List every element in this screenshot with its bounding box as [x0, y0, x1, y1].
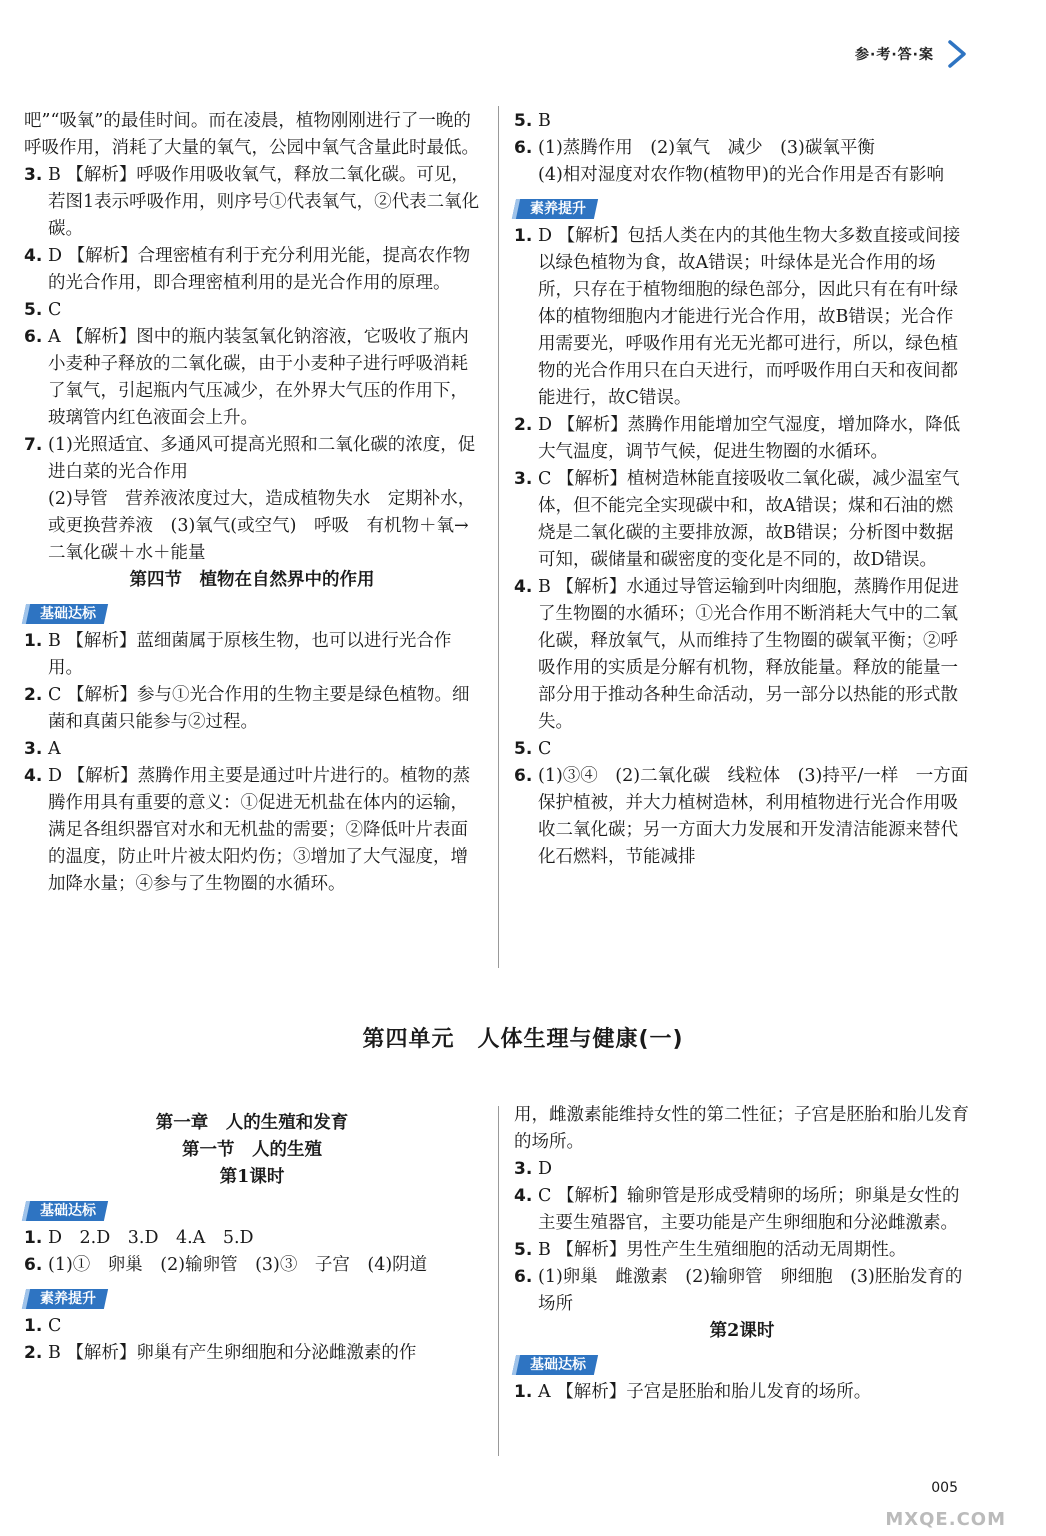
answer-item [514, 763, 970, 871]
section-badge [22, 1201, 108, 1221]
answer-continuation: 吧”“吸氧”的最佳时间。而在凌晨，植物刚刚进行了一晚的呼吸作用，消耗了大量的氧气，公园中氧气含量此时最低。 [24, 111, 479, 158]
left-column-top [24, 108, 480, 898]
answer-number: 6. [514, 1267, 533, 1287]
badge-label: 基础达标 [40, 1203, 96, 1219]
section-badge [512, 1355, 598, 1375]
column-divider-top [498, 106, 499, 968]
answer-number: 6. [514, 766, 533, 786]
answer-number: 2. [24, 685, 43, 705]
answer-item [514, 574, 970, 736]
answer-item [514, 223, 970, 412]
answer-text: (1)卵巢 雌激素 (2)输卵管 卵细胞 (3)胚胎发育的场所 [538, 1267, 963, 1314]
answer-item [24, 432, 480, 486]
answer-number: 1. [24, 631, 43, 651]
answer-text: D 【解析】合理密植有利于充分利用光能，提高农作物的光合作用，即合理密植利用的是光合作用的原理。 [48, 246, 471, 293]
answer-text: (1)蒸腾作用 (2)氧气 减少 (3)碳氧平衡 [538, 138, 875, 158]
answer-text: B 【解析】男性产生生殖细胞的活动无周期性。 [538, 1240, 907, 1260]
section-title: 第1课时 [219, 1167, 285, 1187]
answer-text: A 【解析】子宫是胚胎和胎儿发育的场所。 [538, 1382, 872, 1402]
answer-number: 1. [514, 1382, 533, 1402]
answer-item [24, 682, 480, 736]
right-column-bottom [514, 1102, 970, 1406]
answer-number: 5. [514, 739, 533, 759]
answer-text: A [48, 739, 61, 759]
answer-text: C 【解析】输卵管是形成受精卵的场所；卵巢是女性的主要生殖器官，主要功能是产生卵细胞和分泌雌激素。 [538, 1186, 960, 1233]
answer-number: 5. [514, 111, 533, 131]
answer-text: B 【解析】蓝细菌属于原核生物，也可以进行光合作用。 [48, 631, 452, 678]
answer-item [514, 108, 970, 135]
answer-number: 1. [24, 1316, 43, 1336]
answer-text: D 【解析】蒸腾作用能增加空气湿度，增加降水，降低大气温度，调节气候，促进生物圈的水循环。 [538, 415, 961, 462]
badge-label: 素养提升 [530, 201, 586, 217]
answer-item [514, 135, 970, 162]
answer-item [514, 1156, 970, 1183]
answer-number: 4. [514, 577, 533, 597]
answer-text: D 【解析】包括人类在内的其他生物大多数直接或间接以绿色植物为食，故A错误；叶绿体是光合作用的场所，只存在于植物细胞的绿色部分，因此只有在有叶绿体的植物细胞内才能进行光合作用，故B错误；光合作用需要光，呼吸作用有光无光都可进行，所以，绿色植物的光合作用只在白天进行，而呼吸作用白天和夜间都能进行，故C错误。 [538, 226, 961, 408]
unit-title: 第四单元 人体生理与健康(一) [362, 1027, 684, 1052]
answer-item [514, 466, 970, 574]
section-badge [512, 199, 598, 219]
answer-item [514, 1237, 970, 1264]
answer-text: D 【解析】蒸腾作用主要是通过叶片进行的。植物的蒸腾作用具有重要的意义：①促进无机盐在体内的运输，满足各组织器官对水和无机盐的需要；②降低叶片表面的温度，防止叶片被太阳灼伤；③增加了大气湿度，增加降水量；④参与了生物圈的水循环。 [48, 766, 471, 894]
answer-number: 1. [24, 1228, 43, 1248]
answer-text: C [48, 1316, 62, 1336]
answer-number: 2. [514, 415, 533, 435]
answer-text: B 【解析】呼吸作用吸收氧气，释放二氧化碳。可见，若图1表示呼吸作用，则序号①代表氧气，②代表二氧化碳。 [48, 165, 480, 239]
header-label: 参·考·答·案 [855, 47, 934, 63]
column-divider-bottom [498, 1106, 499, 1456]
answer-item [514, 1379, 970, 1406]
answer-text: C [538, 739, 552, 759]
answer-item [24, 1225, 480, 1252]
answer-item [24, 1340, 480, 1367]
page-number: 005 [931, 1480, 958, 1496]
answer-number: 4. [514, 1186, 533, 1206]
answer-item [24, 628, 480, 682]
answer-text: B [538, 111, 551, 131]
answer-number: 3. [514, 469, 533, 489]
answer-item [24, 1252, 480, 1279]
section-badge [22, 604, 108, 624]
answer-text: D [538, 1159, 553, 1179]
answer-item [514, 1264, 970, 1318]
left-column-bottom [24, 1110, 480, 1367]
chevron-right-icon [942, 38, 970, 70]
answer-number: 5. [24, 300, 43, 320]
answer-text: C 【解析】参与①光合作用的生物主要是绿色植物。细菌和真菌只能参与②过程。 [48, 685, 470, 732]
answer-item [24, 297, 480, 324]
answer-number: 4. [24, 246, 43, 266]
answer-text: D 2.D 3.D 4.A 5.D [48, 1228, 254, 1248]
answer-text: (1)③④ (2)二氧化碳 线粒体 (3)持平/一样 一方面保护植被，并大力植树造林，利用植物进行光合作用吸收二氧化碳；另一方面大力发展和开发清洁能源来替代化石燃料，节能减排 [538, 766, 969, 867]
answer-number: 4. [24, 766, 43, 786]
answer-number: 3. [24, 165, 43, 185]
answer-text: C 【解析】植树造林能直接吸收二氧化碳，减少温室气体，但不能完全实现碳中和，故A错误；煤和石油的燃烧是二氧化碳的主要排放源，故B错误；分析图中数据可知，碳储量和碳密度的变化是不同的，故D错误。 [538, 469, 960, 570]
answer-item [24, 162, 480, 243]
badge-label: 基础达标 [40, 606, 96, 622]
section-title: 第一节 人的生殖 [182, 1140, 322, 1160]
answer-number: 2. [24, 1343, 43, 1363]
section-title: 第2课时 [709, 1321, 775, 1341]
answer-subpart: (4)相对湿度对农作物(植物甲)的光合作用是否有影响 [538, 165, 944, 185]
answer-continuation: 用，雌激素能维持女性的第二性征；子宫是胚胎和胎儿发育的场所。 [514, 1105, 969, 1152]
answer-text: B 【解析】水通过导管运输到叶肉细胞，蒸腾作用促进了生物圈的水循环；①光合作用不断消耗大气中的二氧化碳，释放氧气，从而维持了生物圈的碳氧平衡；②呼吸作用的实质是分解有机物，释放能量。释放的能量一部分用于推动各种生命活动，另一部分以热能的形式散失。 [538, 577, 959, 732]
answer-item [514, 412, 970, 466]
answer-number: 7. [24, 435, 43, 455]
answer-item [24, 736, 480, 763]
answer-text: (1)光照适宜、多通风可提高光照和二氧化碳的浓度，促进白菜的光合作用 [48, 435, 476, 482]
answer-number: 3. [24, 739, 43, 759]
answer-number: 1. [514, 226, 533, 246]
answer-item [514, 736, 970, 763]
answer-item [24, 243, 480, 297]
watermark: MXQE.COM [885, 1509, 1006, 1530]
answer-text: B 【解析】卵巢有产生卵细胞和分泌雌激素的作 [48, 1343, 417, 1363]
badge-label: 基础达标 [530, 1357, 586, 1373]
answer-number: 5. [514, 1240, 533, 1260]
answer-text: C [48, 300, 62, 320]
answer-number: 6. [514, 138, 533, 158]
answer-text: (1)① 卵巢 (2)输卵管 (3)③ 子宫 (4)阴道 [48, 1255, 428, 1275]
answer-number: 6. [24, 327, 43, 347]
section-title: 第四节 植物在自然界中的作用 [129, 570, 375, 590]
badge-label: 素养提升 [40, 1291, 96, 1307]
answer-number: 3. [514, 1159, 533, 1179]
section-badge [22, 1289, 108, 1309]
answer-item [24, 1313, 480, 1340]
answer-item [514, 1183, 970, 1237]
answer-subpart: (2)导管 营养液浓度过大，造成植物失水 定期补水，或更换营养液 (3)氧气(或空气) 呼吸 有机物＋氧→二氧化碳＋水＋能量 [48, 489, 476, 563]
right-column-top [514, 108, 970, 871]
answer-item [24, 324, 480, 432]
answer-item [24, 763, 480, 898]
section-title: 第一章 人的生殖和发育 [155, 1113, 349, 1133]
answer-text: A 【解析】图中的瓶内装氢氧化钠溶液，它吸收了瓶内小麦种子释放的二氧化碳，由于小麦种子进行呼吸消耗了氧气，引起瓶内气压减少，在外界大气压的作用下，玻璃管内红色液面会上升。 [48, 327, 469, 428]
answer-number: 6. [24, 1255, 43, 1275]
